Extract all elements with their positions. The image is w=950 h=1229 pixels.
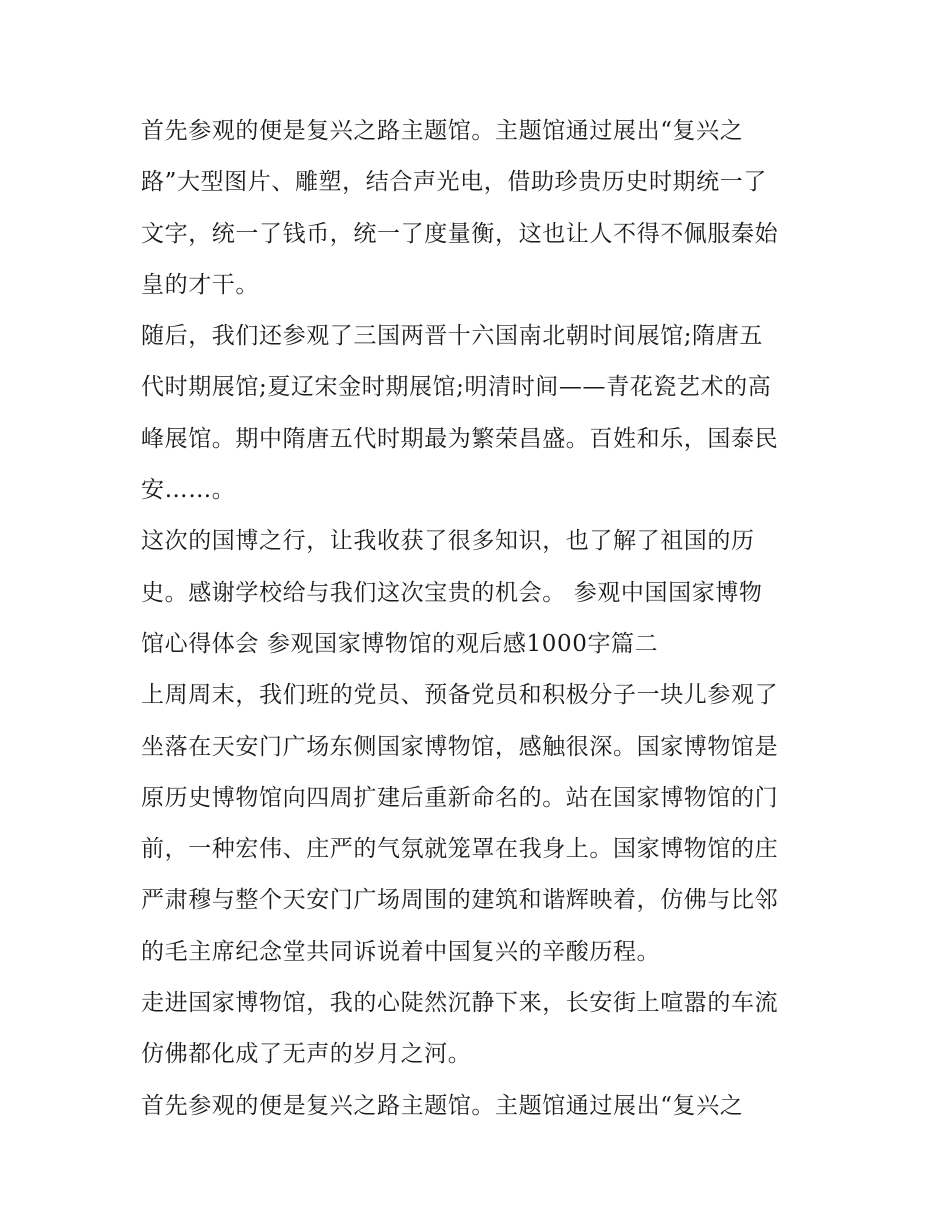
text-line: 路”大型图片、雕塑，结合声光电，借助珍贵历史时期统一了 (141, 169, 767, 196)
text-line: 首先参观的便是复兴之路主题馆。主题馆通过展出“复兴之 (141, 1092, 744, 1119)
text-line: 走进国家博物馆，我的心陡然沉静下来，长安街上喧嚣的车流 (141, 990, 779, 1017)
text-line: 首先参观的便是复兴之路主题馆。主题馆通过展出“复兴之 (141, 118, 744, 144)
text-line: 的毛主席纪念堂共同诉说着中国复兴的辛酸历程。 (141, 938, 661, 965)
text-line: 前，一种宏伟、庄严的气氛就笼罩在我身上。国家博物馆的庄 (141, 836, 779, 863)
text-line: 坐落在天安门广场东侧国家博物馆，感触很深。国家博物馆是 (141, 733, 779, 760)
text-line: 上周周末，我们班的党员、预备党员和积极分子一块儿参观了 (141, 682, 779, 709)
text-line: 严肃穆与整个天安门广场周围的建筑和谐辉映着，仿佛与比邻 (141, 887, 779, 914)
text-line: 皇的才干。 (141, 271, 259, 298)
text-line: 代时期展馆;夏辽宋金时期展馆;明清时间——青花瓷艺术的高 (141, 374, 772, 401)
text-line: 史。感谢学校给与我们这次宝贵的机会。 参观中国国家博物 (141, 579, 763, 606)
text-line: 馆心得体会 参观国家博物馆的观后感1000字篇二 (141, 630, 659, 657)
text-line: 峰展馆。期中隋唐五代时期最为繁荣昌盛。百姓和乐，国泰民 (141, 425, 779, 452)
text-line: 原历史博物馆向四周扩建后重新命名的。站在国家博物馆的门 (141, 784, 779, 811)
text-line: 这次的国博之行，让我收获了很多知识，也了解了祖国的历 (141, 528, 755, 555)
text-line: 安……。 (141, 477, 236, 504)
document-body (141, 110, 821, 1136)
text-line: 文字，统一了钱币，统一了度量衡，这也让人不得不佩服秦始 (141, 220, 779, 247)
text-line: 随后，我们还参观了三国两晋十六国南北朝时间展馆;隋唐五 (141, 323, 763, 350)
text-line: 仿佛都化成了无声的岁月之河。 (141, 1041, 472, 1068)
